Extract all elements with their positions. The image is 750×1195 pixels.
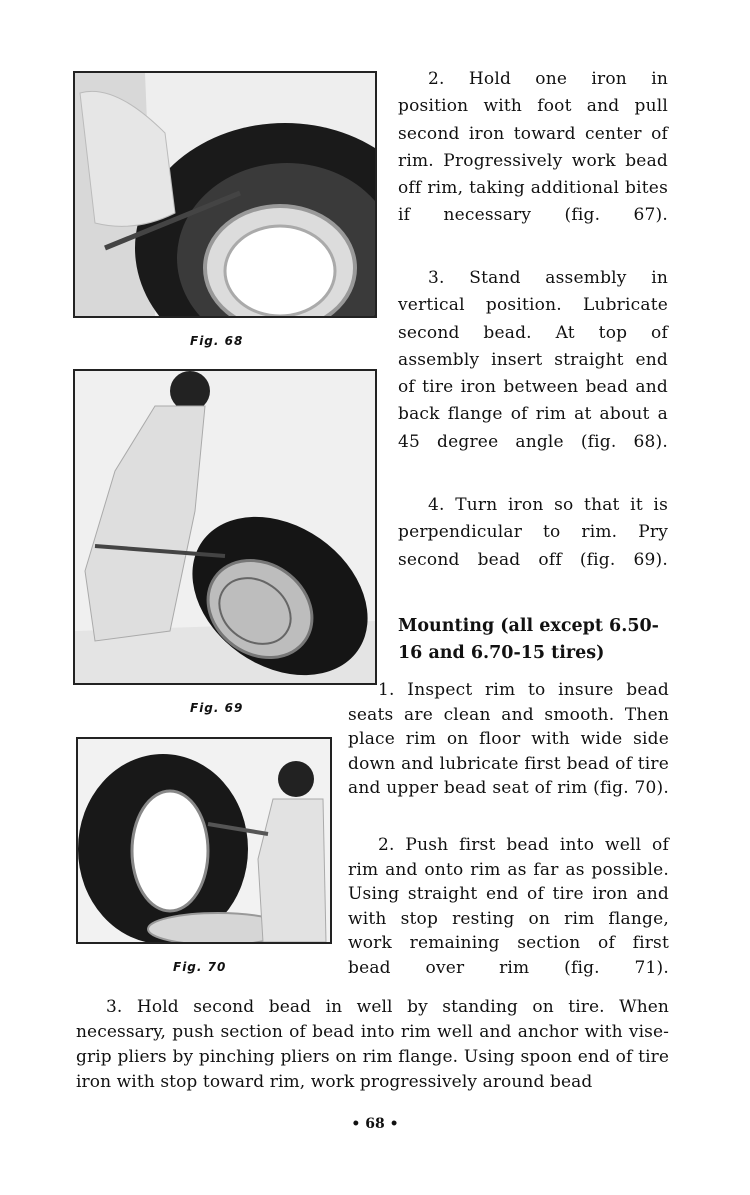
- figure-69-photo: [73, 369, 377, 685]
- paragraph-step-4: 4. Turn iron so that it is perpendicular to rim. Pry second bead off (fig. 69).: [398, 495, 668, 570]
- figure-70-caption: Fig. 70: [173, 960, 227, 974]
- figure-69-caption: Fig. 69: [190, 701, 244, 715]
- figure-68-photo: [73, 71, 377, 318]
- section-heading-mounting: Mounting (all except 6.50-16 and 6.70-15 tires): [398, 616, 659, 663]
- page-number: • 68 •: [351, 1116, 399, 1132]
- paragraph-mounting-step-1: 1. Inspect rim to insure bead seats are clean and smooth. Then place rim on floor with wide side down and lubricate first bead of tire and upper bead seat of rim (fig. 70).: [348, 680, 669, 799]
- figure-68-caption: Fig. 68: [190, 334, 244, 348]
- paragraph-mounting-step-2: 2. Push first bead into well of rim and onto rim as far as possible. Using straight end of tire iron and with stop resting on rim flange, work remaining section of first bead over rim (fig. 71).: [348, 835, 669, 978]
- figure-70-photo: [76, 737, 332, 944]
- paragraph-step-3: 3. Stand assembly in vertical position. Lubricate second bead. At top of assembly insert straight end of tire iron between bead and back flange of rim at about a 45 degree angle (fig. 68).: [398, 268, 668, 452]
- paragraph-mounting-step-3: 3. Hold second bead in well by standing on tire. When necessary, push section of bead into rim well and anchor with vise-grip pliers by pinching pliers on rim flange. Using spoon end of tire iron with stop toward rim, work progressively around bead: [76, 997, 669, 1092]
- paragraph-step-2: 2. Hold one iron in position with foot and pull second iron toward center of rim. Progressively work bead off rim, taking additional bites if necessary (fig. 67).: [398, 69, 668, 226]
